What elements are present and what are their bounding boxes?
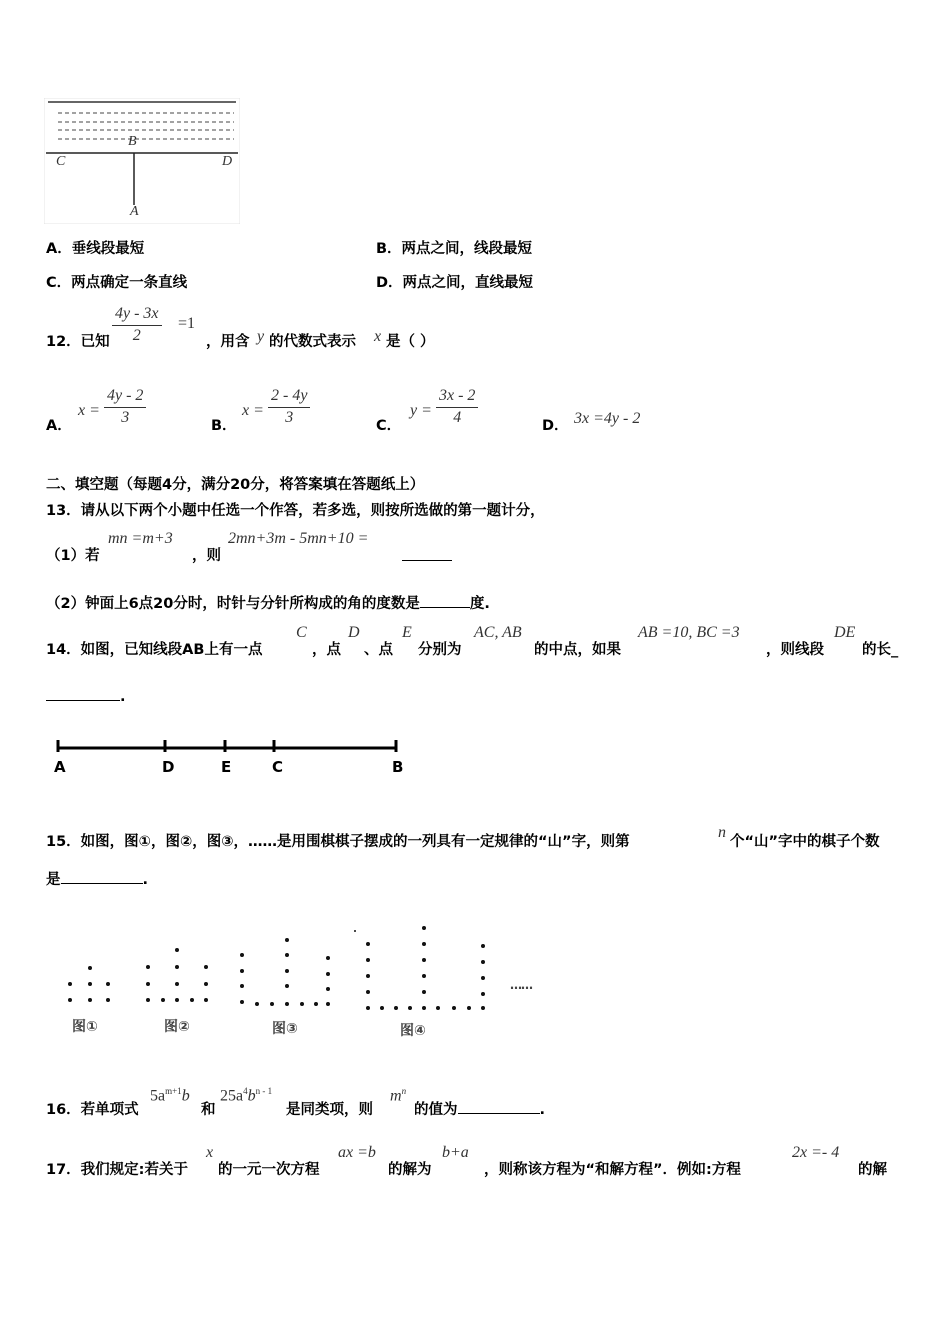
q15-line1: [46, 820, 926, 850]
go-stone-dot: [354, 930, 356, 932]
q12-opt-b-lhs: x =: [242, 402, 264, 419]
q14-label-d: D: [162, 758, 175, 776]
q12-opt-b-frac: $\frac{2 - 4y}{3}$: [268, 388, 310, 427]
q14-label-e: E: [221, 758, 232, 776]
q12-eq-rhs: =1: [178, 315, 196, 332]
q14-cond: AB =10, BC =3: [638, 624, 740, 641]
go-stone-dot: [366, 1006, 370, 1010]
q15-fig4-label: 图④: [400, 1023, 426, 1039]
q16-mid: 是同类项，则: [286, 1102, 373, 1118]
q11-figure: [44, 98, 240, 224]
q15-text3: 是: [46, 872, 61, 888]
go-stone-dot: [481, 960, 485, 964]
q15-figures: [60, 920, 560, 1050]
q14-question: [46, 622, 926, 658]
go-stone-dot: [146, 982, 150, 986]
go-stone-dot: [285, 938, 289, 942]
q11-option-c: C．两点确定一条直线: [46, 275, 188, 291]
go-stone-dot: [240, 953, 244, 957]
go-stone-dot: [88, 966, 92, 970]
q14-prefix: 14．如图，已知线段AB上有一点: [46, 642, 263, 658]
go-stone-dot: [204, 998, 208, 1002]
go-stone-dot: [422, 926, 426, 930]
q14-segment: [50, 736, 410, 756]
q15-end: .: [142, 872, 149, 888]
q12-middle2: 的代数式表示: [269, 334, 356, 350]
point-a-label: A: [130, 204, 139, 219]
q16-and: 和: [201, 1102, 216, 1118]
go-stone-dot: [106, 982, 110, 986]
go-stone-dot: [380, 1006, 384, 1010]
q14-seg-de: DE: [834, 624, 856, 641]
q16-mono2: $25a^4b^{n - 1}$: [220, 1086, 273, 1105]
go-stone-dot: [106, 998, 110, 1002]
go-stone-dot: [285, 984, 289, 988]
q13-p2-text: （2）钟面上6点20分时，时针与分针所构成的角的度数是: [46, 596, 420, 612]
q12-var-y: y: [257, 328, 265, 345]
q12-middle1: ，用含: [206, 334, 250, 350]
point-c-label: C: [56, 154, 66, 169]
q13-p2-answer-blank[interactable]: [420, 593, 470, 608]
go-stone-dot: [436, 1006, 440, 1010]
go-stone-dot: [68, 998, 72, 1002]
q13-p1-cond: mn =m+3: [108, 530, 173, 547]
q16-answer-blank[interactable]: [458, 1099, 540, 1114]
go-stone-dot: [481, 944, 485, 948]
go-stone-dot: [326, 987, 330, 991]
go-stone-dot: [481, 976, 485, 980]
q14-t1: ，点: [312, 642, 341, 658]
q14-t2: 、点: [364, 642, 393, 658]
q16-suffix-wrap: [414, 1098, 545, 1119]
q13-p2-suffix: 度.: [469, 596, 490, 612]
go-stone-dot: [422, 1006, 426, 1010]
q16-prefix: 16．若单项式: [46, 1102, 139, 1118]
go-stone-dot: [255, 1002, 259, 1006]
q12-opt-c-lhs: y =: [410, 402, 432, 419]
q15-text1: 15．如图，图①，图②，图③，……是用围棋棋子摆成的一列具有一定规律的“山”字，则第: [46, 834, 630, 850]
go-stone-dot: [285, 1002, 289, 1006]
go-stone-dot: [422, 974, 426, 978]
q12-opt-a-label: A．: [46, 418, 72, 434]
q16-end: .: [539, 1102, 546, 1118]
go-stone-dot: [422, 990, 426, 994]
go-stone-dot: [88, 982, 92, 986]
q14-t5: ，则线段: [766, 642, 824, 658]
go-stone-dot: [408, 1006, 412, 1010]
go-stone-dot: [326, 1002, 330, 1006]
go-stone-dot: [190, 998, 194, 1002]
q17-t3: 的解为: [388, 1162, 432, 1178]
go-stone-dot: [88, 998, 92, 1002]
q13-part2: [46, 592, 490, 613]
q14-t6: 的长_: [862, 642, 899, 658]
q14-pt-d: D: [348, 624, 360, 641]
go-stone-dot: [366, 958, 370, 962]
go-stone-dot: [394, 1006, 398, 1010]
go-stone-dot: [467, 1006, 471, 1010]
q14-label-b: B: [392, 758, 404, 776]
q17-question: [46, 1142, 926, 1178]
point-b-label: B: [128, 134, 137, 149]
q11-diagram: [44, 98, 240, 224]
go-stone-dot: [452, 1006, 456, 1010]
q11-option-d: D．两点之间，直线最短: [376, 275, 534, 291]
q13-part1: [46, 528, 546, 564]
q16-suffix: 的值为: [414, 1102, 458, 1118]
go-stone-dot: [481, 992, 485, 996]
go-stone-dot: [481, 1006, 485, 1010]
q13-intro: 13．请从以下两个小题中任选一个作答，若多选，则按所选做的第一题计分，: [46, 503, 545, 519]
q17-t4: ，则称该方程为“和解方程”．例如:方程: [484, 1162, 741, 1178]
q13-p1-prefix: （1）若: [46, 548, 100, 564]
go-stone-dot: [161, 998, 165, 1002]
point-d-label: D: [222, 154, 233, 169]
q15-fig2-label: 图②: [164, 1019, 190, 1035]
go-stone-dot: [146, 998, 150, 1002]
go-stone-dot: [422, 942, 426, 946]
q16-mn: $m^n$: [390, 1086, 407, 1105]
go-stone-dot: [146, 965, 150, 969]
q12-options: [46, 388, 746, 434]
go-stone-dot: [175, 965, 179, 969]
q11-option-b: B．两点之间，线段最短: [376, 241, 533, 257]
go-stone-dot: [175, 982, 179, 986]
q15-answer-blank[interactable]: [61, 869, 143, 884]
q15-ellipsis: ……: [510, 978, 532, 992]
q15-fig3-label: 图③: [272, 1021, 298, 1037]
q14-answer-line: [46, 686, 126, 705]
q12-opt-d-label: D．: [542, 418, 569, 434]
go-stone-dot: [326, 956, 330, 960]
q12-prefix: 12．已知: [46, 334, 110, 350]
q13-p1-mid: ，则: [192, 548, 221, 564]
q14-t3: 分别为: [418, 642, 462, 658]
go-stone-dot: [422, 958, 426, 962]
go-stone-dot: [240, 969, 244, 973]
q14-label-a: A: [54, 758, 66, 776]
q14-figure: [50, 736, 410, 780]
section-2-title: 二、填空题（每题4分，满分20分，将答案填在答题纸上）: [46, 477, 425, 493]
q12-opt-b-label: B．: [211, 418, 237, 434]
q15-line2: [46, 868, 148, 889]
go-stone-dot: [366, 942, 370, 946]
q12-opt-d-expr: 3x =4y - 2: [574, 410, 641, 427]
q15-text2: 个“山”字中的棋子个数: [730, 834, 880, 850]
q17-var-x: x: [206, 1144, 214, 1161]
q17-t2: 的一元一次方程: [218, 1162, 320, 1178]
q12-opt-a-lhs: x =: [78, 402, 100, 419]
q14-end: .: [120, 689, 126, 705]
go-stone-dot: [285, 969, 289, 973]
q12-fraction: $\frac{4y - 3x}{2}$: [112, 306, 162, 345]
go-stone-dot: [314, 1002, 318, 1006]
go-stone-dot: [300, 1002, 304, 1006]
q17-t5: 的解: [858, 1162, 887, 1178]
go-stone-dot: [285, 953, 289, 957]
q12-var-x: x: [374, 328, 382, 345]
q14-segs: AC, AB: [474, 624, 522, 641]
go-stone-dot: [326, 972, 330, 976]
go-stone-dot: [270, 1002, 274, 1006]
q17-t1: 17．我们规定:若关于: [46, 1162, 188, 1178]
q14-label-c: C: [272, 758, 284, 776]
go-stone-dot: [204, 982, 208, 986]
go-stone-dot: [240, 984, 244, 988]
q12-opt-a-frac: $\frac{4y - 2}{3}$: [104, 388, 146, 427]
go-stone-dot: [175, 998, 179, 1002]
q12-suffix: 是（ ）: [386, 334, 435, 350]
q12-opt-c-frac: $\frac{3x - 2}{4}$: [436, 388, 478, 427]
q11-option-a: A．垂线段最短: [46, 241, 145, 257]
q16-mono1: $5a^{m+1}b$: [150, 1086, 190, 1105]
q16-question: [46, 1082, 646, 1118]
q17-sol: b+a: [442, 1144, 469, 1161]
go-stone-dot: [240, 1000, 244, 1004]
q13-p1-answer-blank[interactable]: [402, 546, 452, 561]
q14-answer-blank[interactable]: [46, 686, 120, 701]
q12-opt-c-label: C．: [376, 418, 402, 434]
q15-fig1-label: 图①: [72, 1019, 98, 1035]
go-stone-dot: [366, 974, 370, 978]
go-stone-dot: [68, 982, 72, 986]
q15-var-n: n: [718, 824, 726, 841]
go-stone-dot: [366, 990, 370, 994]
q14-pt-e: E: [402, 624, 412, 641]
q14-pt-c: C: [296, 624, 307, 641]
q17-ex: 2x =- 4: [792, 1144, 840, 1161]
q17-eq: ax =b: [338, 1144, 376, 1161]
go-stone-dot: [175, 948, 179, 952]
q14-t4: 的中点，如果: [534, 642, 621, 658]
q13-p1-expr: 2mn+3m - 5mn+10 =: [228, 530, 369, 547]
go-stone-dot: [204, 965, 208, 969]
